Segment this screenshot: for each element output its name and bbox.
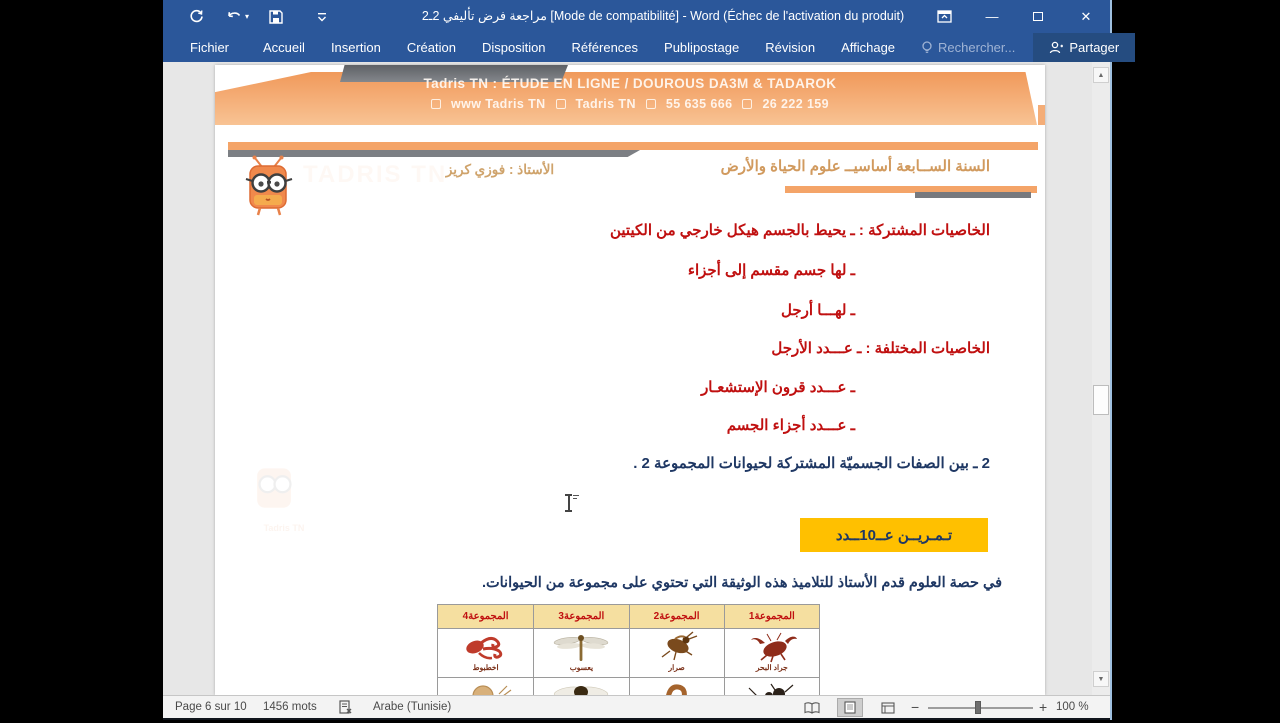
tab-affichage[interactable]: Affichage (841, 40, 896, 55)
status-bar (163, 695, 1110, 718)
tadris-mascot-logo (242, 155, 296, 219)
banner-facebook: Tadris TN (575, 97, 636, 111)
table-cell-partial-bee (533, 678, 628, 695)
animal-image-dragonfly (550, 631, 612, 663)
course-title: السنة الســابعة أساسيــ علوم الحياة والأرض (720, 158, 990, 175)
document-area (163, 62, 1092, 695)
banner-phone1: 55 635 666 (665, 97, 733, 111)
web-layout-button[interactable] (875, 698, 901, 717)
close-button[interactable]: ✕ (1080, 8, 1092, 24)
minimize-button[interactable]: — (985, 9, 999, 24)
animal-image-crawfish (745, 631, 799, 663)
teacher-name: الأستاذ : فوزي كريز (445, 162, 555, 177)
table-cell-partial-worm (629, 678, 724, 695)
animals-table (437, 604, 820, 695)
tab-revision[interactable]: Révision (765, 40, 816, 55)
banner-line1: Tadris TN : ÉTUDE EN LIGNE / DOUROUS DA3M & TADAROK (423, 76, 837, 91)
animal-label: يعسوب (569, 663, 594, 672)
undo-button[interactable] (223, 4, 253, 30)
ribbon-display-options-button[interactable] (923, 0, 965, 33)
tab-insertion[interactable]: Insertion (330, 40, 381, 55)
zoom-out-button[interactable]: − (911, 699, 920, 715)
ghost-watermark-text: TADRIS TN (303, 161, 448, 188)
tab-publipostage[interactable]: Publipostage (664, 40, 740, 55)
animal-image-spider-partial (745, 682, 799, 695)
vertical-scrollbar[interactable] (1092, 62, 1110, 695)
exercise-intro-line: في حصة العلوم قدم الأستاذ للتلاميذ هذه الوثيقة التي تحتوي على مجموعة من الحيوانات. (481, 575, 1002, 591)
animal-image-cricket (650, 631, 704, 663)
banner-website: www Tadris TN (450, 97, 546, 111)
table-header-group1: المجموعة1 (724, 605, 819, 629)
table-header-group3: المجموعة3 (533, 605, 628, 629)
table-row-partial (438, 678, 819, 695)
share-label: Partager (1069, 40, 1120, 55)
header-orange-bar (228, 142, 1038, 150)
question-2: 2 ـ بين الصفات الجسميّة المشتركة لحيوانات المجموعة 2 . (633, 455, 990, 472)
tab-accueil[interactable]: Accueil (263, 40, 305, 55)
tell-me-label: Rechercher... (938, 40, 1016, 55)
banner-sliver (1038, 105, 1045, 125)
table-header-group4: المجموعة4 (438, 605, 533, 629)
window-title: مراجعة فرض تأليفي 2ـ2 [Mode de compatibilité] - Word (Échec de l'activation du produit) (421, 9, 905, 23)
animal-label: اخطبوط (472, 663, 499, 672)
tab-references[interactable]: Références (571, 40, 639, 55)
table-cell-crawfish (724, 629, 819, 678)
title-bar (163, 0, 1110, 33)
banner-phone2: 26 222 159 (762, 97, 829, 111)
tab-fichier[interactable]: Fichier (190, 40, 230, 55)
word-count[interactable]: 1456 mots (263, 701, 317, 713)
facebook-icon (556, 99, 566, 109)
zoom-level[interactable]: 100 % (1056, 701, 1089, 713)
text-cursor (563, 493, 579, 513)
lightbulb-icon (922, 41, 932, 55)
course-underline-gray (915, 192, 1031, 198)
text-line-legs: ـ لهـــا أرجل (780, 302, 855, 319)
page-indicator[interactable]: Page 6 sur 10 (175, 701, 247, 713)
tadris-mascot-watermark-icon (248, 458, 302, 518)
table-cell-partial-snail (438, 678, 533, 695)
tadris-watermark (248, 458, 320, 533)
word-window (163, 0, 1120, 720)
quick-access-toolbar (181, 0, 337, 33)
web-layout-icon (881, 702, 895, 714)
banner-line2 (275, 97, 985, 111)
scroll-up-icon[interactable]: ▲ (1093, 67, 1109, 83)
watermark-text: Tadris TN (263, 523, 305, 533)
table-row (438, 629, 819, 678)
maximize-icon (1033, 12, 1043, 21)
text-line-different-traits: الخاصيات المختلفة : ـ عـــدد الأرجل (771, 340, 990, 357)
phone-icon (646, 99, 656, 109)
animal-label: جراد البحر (755, 663, 788, 672)
globe-icon (431, 99, 441, 109)
table-header-row (438, 605, 819, 629)
print-layout-icon (844, 701, 856, 714)
read-mode-button[interactable] (799, 698, 825, 717)
undo-dropdown-icon[interactable]: ▾ (244, 12, 249, 21)
animal-label: صرار (668, 663, 685, 672)
zoom-slider-thumb[interactable] (975, 701, 981, 714)
text-line-shared-traits: الخاصيات المشتركة : ـ يحيط بالجسم هيكل خارجي من الكيتين (609, 222, 990, 239)
tab-disposition[interactable]: Disposition (481, 40, 546, 55)
zoom-in-button[interactable]: + (1039, 699, 1048, 715)
save-button[interactable] (261, 4, 291, 30)
table-cell-cricket (629, 629, 724, 678)
phone-icon (742, 99, 752, 109)
maximize-button[interactable] (1017, 0, 1059, 33)
text-line-antennae: ـ عـــدد قرون الإستشعـار (701, 379, 855, 396)
language-indicator[interactable]: Arabe (Tunisie) (373, 701, 452, 713)
animal-image-bee-partial (550, 682, 612, 695)
document-canvas[interactable] (215, 65, 1045, 695)
table-header-group2: المجموعة2 (629, 605, 724, 629)
tell-me-search[interactable] (908, 33, 1029, 62)
scroll-down-icon[interactable]: ▼ (1093, 671, 1109, 687)
table-cell-dragonfly (533, 629, 628, 678)
table-cell-octopus (438, 629, 533, 678)
animal-image-snail-partial (459, 682, 513, 695)
scrollbar-thumb[interactable] (1093, 385, 1109, 415)
tab-creation[interactable]: Création (406, 40, 456, 55)
animal-image-worm-partial (650, 682, 704, 695)
animal-image-octopus (459, 631, 513, 663)
touch-mouse-mode-icon[interactable] (181, 4, 211, 30)
text-line-body-parts: ـ لها جسم مقسم إلى أجزاء (687, 262, 855, 279)
text-line-body-segments: ـ عـــدد أجزاء الجسم (726, 417, 855, 434)
print-layout-button[interactable] (837, 698, 863, 717)
share-button[interactable] (1033, 33, 1135, 62)
person-plus-icon (1049, 41, 1063, 54)
exercise-10-highlight: تـمـريــن عــ10ــدد (800, 518, 988, 552)
table-cell-partial-spider (724, 678, 819, 695)
read-mode-icon (804, 702, 820, 714)
customize-qat-icon[interactable] (307, 4, 337, 30)
ribbon-tab-row (163, 33, 1120, 62)
